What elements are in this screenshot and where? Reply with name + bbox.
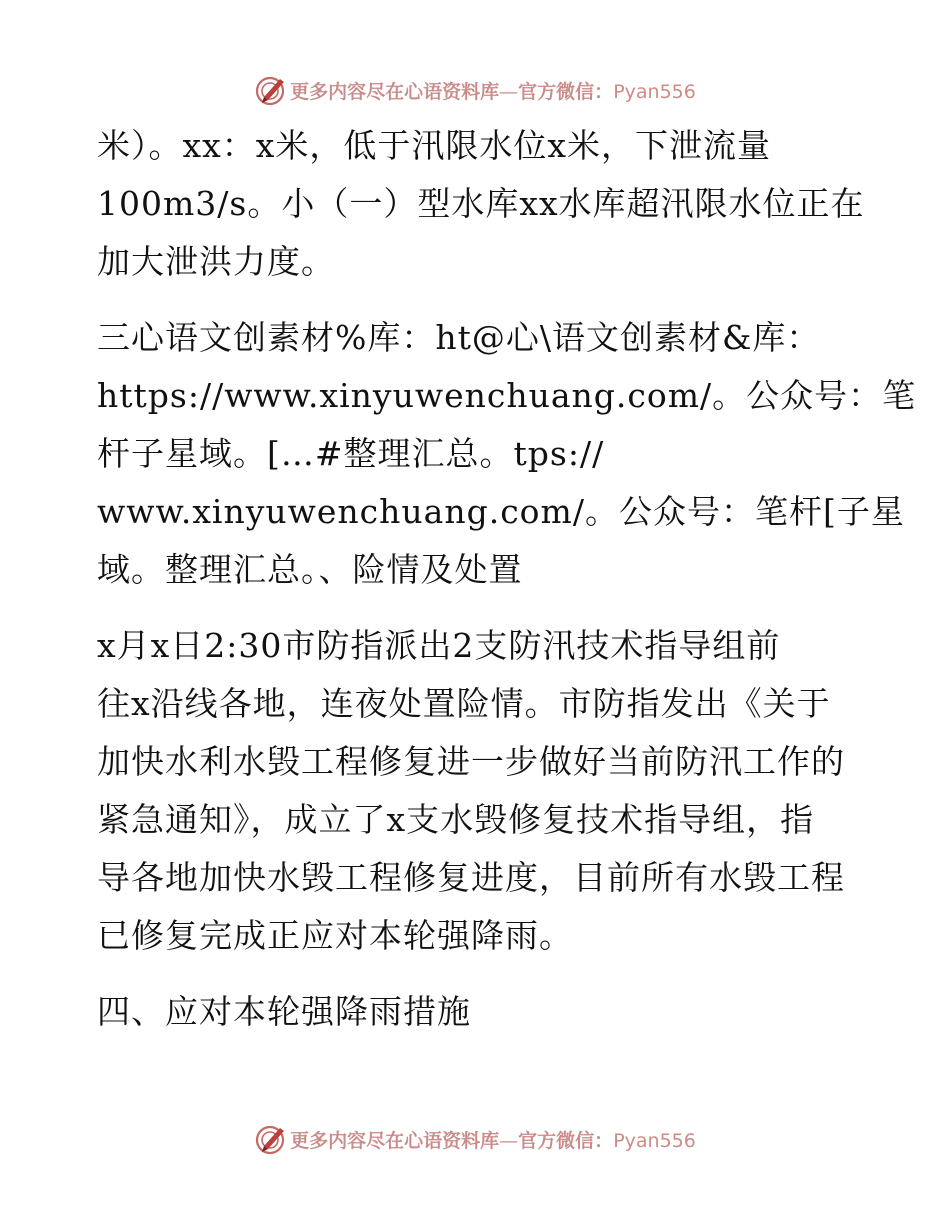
watermark-official: 官方微信： xyxy=(518,1129,614,1152)
text-line: 杆子星域。[…#整理汇总。tps:// xyxy=(97,434,605,473)
watermark-id: Pyan556 xyxy=(613,1129,696,1152)
watermark-text xyxy=(290,1126,696,1153)
watermark-slogan: 更多内容尽在心语资料库 xyxy=(290,1129,500,1152)
section-heading-measures xyxy=(97,983,857,1041)
watermark-header xyxy=(0,70,950,110)
watermark-footer xyxy=(0,1119,950,1159)
paragraph-source-notice xyxy=(97,309,917,599)
watermark-slogan: 更多内容尽在心语资料库 xyxy=(290,80,500,103)
paragraph-hazard-handling xyxy=(97,617,857,965)
pen-logo-icon xyxy=(254,73,288,107)
text-line: 米）。xx：x米，低于汛限水位x米，下泄流量 xyxy=(97,126,771,165)
text-line: 三心语文创素材%库：ht@心\语文创素材&库： xyxy=(97,318,821,357)
watermark-text xyxy=(290,77,696,104)
text-line: 已修复完成正应对本轮强降雨。 xyxy=(97,916,573,955)
text-line: 导各地加快水毁工程修复进度，目前所有水毁工程 xyxy=(97,858,845,897)
text-line: www.xinyuwenchuang.com/。公众号：笔杆[子星 xyxy=(97,492,905,531)
watermark-separator: — xyxy=(499,80,519,103)
paragraph-reservoir-status xyxy=(97,117,865,291)
watermark-official: 官方微信： xyxy=(518,80,614,103)
text-line: 加大泄洪力度。 xyxy=(97,242,335,281)
watermark-separator: — xyxy=(499,1129,519,1152)
text-line: 紧急通知》，成立了x支水毁修复技术指导组，指 xyxy=(97,800,815,839)
section-heading-hazards: 域。整理汇总。、险情及处置 xyxy=(97,550,523,589)
text-line: 往x沿线各地，连夜处置险情。市防指发出《关于 xyxy=(97,684,831,723)
heading-text: 四、应对本轮强降雨措施 xyxy=(97,992,471,1031)
text-line: x月x日2:30市防指派出2支防汛技术指导组前 xyxy=(97,626,781,665)
pen-logo-icon xyxy=(254,1122,288,1156)
text-line: 100m3/s。小（一）型水库xx水库超汛限水位正在 xyxy=(97,184,865,223)
watermark-id: Pyan556 xyxy=(613,80,696,103)
text-line: 加快水利水毁工程修复进一步做好当前防汛工作的 xyxy=(97,742,845,781)
text-line: https://www.xinyuwenchuang.com/。公众号：笔 xyxy=(97,376,917,415)
